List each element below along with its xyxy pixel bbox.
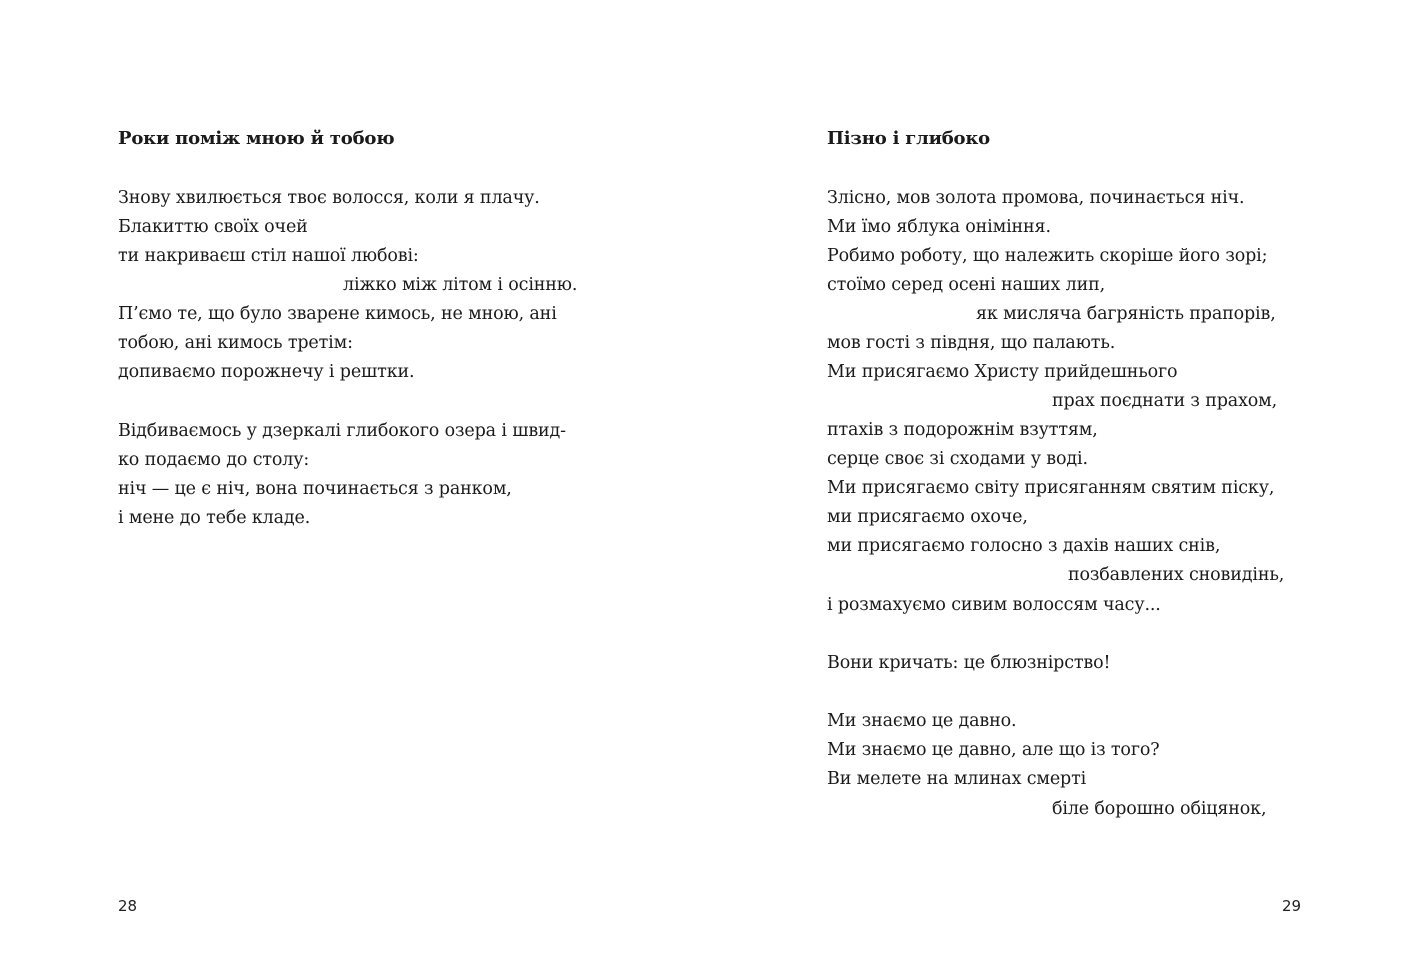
page-number: 28 (118, 897, 138, 915)
poem-line: Робимо роботу, що належить скоріше його зорі; (827, 246, 1268, 266)
poem-line: Ми знаємо це давно, але що із того? (827, 740, 1160, 760)
poem-line: Злісно, мов золота промова, починається ніч. (827, 188, 1245, 208)
poem-line: тобою, ані кимось третім: (118, 333, 353, 353)
poem-line: серце своє зі сходами у воді. (827, 449, 1088, 469)
poem-title: Роки поміж мною й тобою (118, 128, 395, 149)
poem-line: птахів з подорожнім взуттям, (827, 420, 1098, 440)
poem-line: Ми присягаємо Христу прийдешнього (827, 362, 1178, 382)
poem-line: Ми їмо яблука оніміння. (827, 217, 1051, 237)
page-number: 29 (1282, 897, 1302, 915)
poem-line: ми присягаємо голосно з дахів наших снів, (827, 536, 1221, 556)
poem-line: Ми присягаємо світу присяганням святим піску, (827, 478, 1275, 498)
poem-line: Відбиваємось у дзеркалі глибокого озера і швид- (118, 421, 566, 441)
poem-line: ко подаємо до столу: (118, 450, 310, 470)
poem-line: і розмахуємо сивим волоссям часу... (827, 595, 1161, 615)
poem-line-indented: прах поєднати з прахом, (1052, 391, 1278, 411)
right-page (709, 0, 1418, 975)
poem-line: Блакиттю своїх очей (118, 217, 308, 237)
poem-line-indented: біле борошно обіцянок, (1052, 799, 1267, 819)
poem-line: мов гості з півдня, що палають. (827, 333, 1116, 353)
poem-line-indented: ліжко між літом і осінню. (343, 275, 578, 295)
poem-line: стоїмо серед осені наших лип, (827, 275, 1106, 295)
poem-line: допиваємо порожнечу і рештки. (118, 362, 415, 382)
poem-line: Ми знаємо це давно. (827, 711, 1017, 731)
poem-line: Ви мелете на млинах смерті (827, 769, 1087, 789)
poem-line: ти накриваєш стіл нашої любові: (118, 246, 419, 266)
poem-line: Знову хвилюється твоє волосся, коли я плачу. (118, 188, 540, 208)
poem-line: ми присягаємо охоче, (827, 507, 1028, 527)
poem-line: ніч — це є ніч, вона починається з ранком, (118, 479, 512, 499)
poem-line-indented: як мисляча багряність прапорів, (976, 304, 1276, 324)
poem-line-indented: позбавлених сновидінь, (1068, 565, 1285, 585)
poem-title: Пізно і глибоко (827, 128, 990, 149)
poem-line: Вони кричать: це блюзнірство! (827, 653, 1111, 673)
poem-line: і мене до тебе кладе. (118, 508, 311, 528)
poem-line: П’ємо те, що було зварене кимось, не мною, ані (118, 304, 557, 324)
